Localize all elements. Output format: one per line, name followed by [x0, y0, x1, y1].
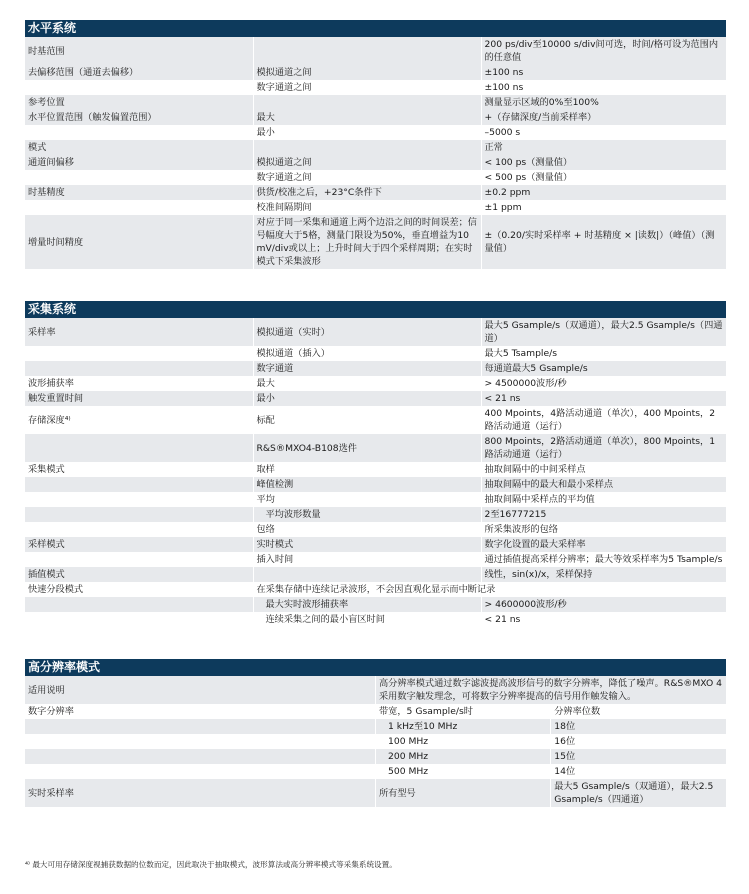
- spec-row: [25, 749, 726, 764]
- spec-row: [25, 522, 726, 537]
- spec-value: 测量显示区域的0%至100%: [481, 95, 726, 110]
- spec-parameter: [25, 170, 253, 185]
- spec-value: 所采集波形的包络: [481, 522, 726, 537]
- spec-row: [25, 125, 726, 140]
- spec-value: ±（0.20/实时采样率 + 时基精度 × |读数|）（峰值）（测量值）: [481, 215, 726, 269]
- spec-row: [25, 597, 726, 612]
- spec-value: 抽取间隔中采样点的平均值: [481, 492, 726, 507]
- spec-value: –5000 s: [481, 125, 726, 140]
- spec-value: 16位: [551, 734, 726, 749]
- spec-condition: [253, 567, 481, 582]
- spec-condition: 带宽，5 Gsample/s时: [376, 704, 551, 719]
- spec-condition: 连续采集之间的最小盲区时间: [253, 612, 481, 627]
- spec-row: [25, 492, 726, 507]
- spec-value: 400 Mpoints，4路活动通道（单次），400 Mpoints，2路活动通道（运行）: [481, 406, 726, 434]
- spec-table: [25, 318, 726, 627]
- spec-condition: 平均波形数量: [253, 507, 481, 522]
- spec-condition: 数字通道之间: [253, 170, 481, 185]
- spec-row: [25, 215, 726, 269]
- spec-condition: [253, 37, 481, 65]
- spec-parameter: 采集模式: [25, 462, 253, 477]
- spec-row: [25, 185, 726, 200]
- spec-parameter: 通道间偏移: [25, 155, 253, 170]
- spec-row: [25, 764, 726, 779]
- spec-row: [25, 200, 726, 215]
- spec-parameter: [25, 361, 253, 376]
- spec-value: 每通道最大5 Gsample/s: [481, 361, 726, 376]
- spec-parameter: 触发重置时间: [25, 391, 253, 406]
- spec-parameter: [25, 492, 253, 507]
- spec-value: 抽取间隔中的最大和最小采样点: [481, 477, 726, 492]
- spec-parameter: [25, 80, 253, 95]
- spec-value: > 4600000波形/秒: [481, 597, 726, 612]
- spec-value: < 500 ps（测量值）: [481, 170, 726, 185]
- spec-row: [25, 734, 726, 749]
- spec-parameter: 数字分辨率: [25, 704, 376, 719]
- spec-value: 200 ps/div至10000 s/div间可选，时间/格可设为范围内的任意值: [481, 37, 726, 65]
- spec-condition: 校准间隔期间: [253, 200, 481, 215]
- spec-row: [25, 37, 726, 65]
- spec-value: > 4500000波形/秒: [481, 376, 726, 391]
- spec-row: [25, 582, 726, 597]
- spec-row: [25, 391, 726, 406]
- spec-parameter: 增量时间精度: [25, 215, 253, 269]
- spec-value: 15位: [551, 749, 726, 764]
- spec-row: [25, 507, 726, 522]
- spec-value: < 21 ns: [481, 612, 726, 627]
- spec-parameter: 波形捕获率: [25, 376, 253, 391]
- spec-row: [25, 155, 726, 170]
- spec-condition: 包络: [253, 522, 481, 537]
- spec-parameter: 适用说明: [25, 676, 376, 704]
- spec-parameter: 实时采样率: [25, 779, 376, 807]
- spec-parameter: 水平位置范围（触发偏置范围）: [25, 110, 253, 125]
- spec-value: 线性，sin(x)/x，采样保持: [481, 567, 726, 582]
- spec-parameter: 时基范围: [25, 37, 253, 65]
- spec-value: 18位: [551, 719, 726, 734]
- spec-row: [25, 170, 726, 185]
- spec-row: [25, 346, 726, 361]
- spec-row: [25, 65, 726, 80]
- spec-table: [25, 37, 726, 269]
- spec-condition: 插入时间: [253, 552, 481, 567]
- spec-condition: 取样: [253, 462, 481, 477]
- spec-value: 抽取间隔中的中间采样点: [481, 462, 726, 477]
- spec-parameter: [25, 552, 253, 567]
- spec-value: 最大5 Tsample/s: [481, 346, 726, 361]
- spec-parameter: [25, 346, 253, 361]
- spec-section: [25, 659, 726, 807]
- spec-condition: 500 MHz: [376, 764, 551, 779]
- spec-condition: 标配: [253, 406, 481, 434]
- spec-condition: 模拟通道（插入）: [253, 346, 481, 361]
- spec-parameter: 插值模式: [25, 567, 253, 582]
- spec-condition: 数字通道之间: [253, 80, 481, 95]
- spec-row: [25, 537, 726, 552]
- spec-value: 最大5 Gsample/s（双通道），最大2.5 Gsample/s（四通道）: [481, 318, 726, 346]
- spec-row: [25, 719, 726, 734]
- spec-condition: 高分辨率模式通过数字滤波提高波形信号的数字分辨率，降低了噪声。R&S®MXO 4采用数字触发理念，可将数字分辨率提高的信号用作触发输入。: [376, 676, 727, 704]
- spec-row: [25, 704, 726, 719]
- section-title: 采集系统: [25, 301, 726, 318]
- spec-row: [25, 110, 726, 125]
- spec-row: [25, 95, 726, 110]
- spec-parameter: 采样模式: [25, 537, 253, 552]
- spec-row: [25, 676, 726, 704]
- spec-value: 分辨率位数: [551, 704, 726, 719]
- spec-row: [25, 406, 726, 434]
- section-title: 高分辨率模式: [25, 659, 726, 676]
- spec-parameter: [25, 719, 376, 734]
- spec-condition: 最小: [253, 125, 481, 140]
- spec-value: ±1 ppm: [481, 200, 726, 215]
- spec-section: [25, 20, 726, 269]
- spec-condition: 100 MHz: [376, 734, 551, 749]
- spec-parameter: 时基精度: [25, 185, 253, 200]
- spec-parameter: 模式: [25, 140, 253, 155]
- spec-row: [25, 376, 726, 391]
- spec-value: 正常: [481, 140, 726, 155]
- spec-condition: 最大: [253, 376, 481, 391]
- spec-row: [25, 361, 726, 376]
- spec-value: 2至16777215: [481, 507, 726, 522]
- spec-value: 通过插值提高采样分辨率；最大等效采样率为5 Tsample/s: [481, 552, 726, 567]
- spec-value: ±100 ns: [481, 65, 726, 80]
- spec-condition: 供货/校准之后，+23°C条件下: [253, 185, 481, 200]
- spec-parameter: 采样率: [25, 318, 253, 346]
- spec-condition: [253, 95, 481, 110]
- spec-condition: 模拟通道之间: [253, 65, 481, 80]
- spec-parameter: [25, 734, 376, 749]
- spec-parameter: [25, 597, 253, 612]
- spec-sections: [0, 20, 749, 807]
- spec-parameter: 参考位置: [25, 95, 253, 110]
- spec-condition: 模拟通道之间: [253, 155, 481, 170]
- spec-row: [25, 779, 726, 807]
- section-title: 水平系统: [25, 20, 726, 37]
- spec-condition: 实时模式: [253, 537, 481, 552]
- spec-value: +（存储深度/当前采样率）: [481, 110, 726, 125]
- spec-parameter: [25, 764, 376, 779]
- spec-condition: 平均: [253, 492, 481, 507]
- spec-row: [25, 567, 726, 582]
- spec-condition: 最大: [253, 110, 481, 125]
- footnote: ⁴⁾ 最大可用存储深度视捕获数据的位数而定，因此取决于抽取模式，波形算法或高分辨率模式等采集系统设置。: [25, 860, 397, 869]
- spec-condition: R&S®MXO4-B108选件: [253, 434, 481, 462]
- spec-parameter: [25, 200, 253, 215]
- spec-condition: 对应于同一采集和通道上两个边沿之间的时间误差；信号幅度大于5格，测量门限设为50%，垂直增益为10 mV/div或以上；上升时间大于四个采样周期；在实时模式下采集波形: [253, 215, 481, 269]
- spec-condition: 1 kHz至10 MHz: [376, 719, 551, 734]
- spec-parameter: [25, 434, 253, 462]
- spec-value: ±100 ns: [481, 80, 726, 95]
- spec-value: 数字化设置的最大采样率: [481, 537, 726, 552]
- spec-parameter: 存储深度⁴⁾: [25, 406, 253, 434]
- spec-parameter: [25, 749, 376, 764]
- spec-condition: 所有型号: [376, 779, 551, 807]
- spec-condition: [253, 140, 481, 155]
- spec-parameter: [25, 522, 253, 537]
- spec-section: [25, 301, 726, 627]
- spec-row: [25, 612, 726, 627]
- spec-condition: 最大实时波形捕获率: [253, 597, 481, 612]
- spec-table: [25, 676, 726, 807]
- spec-row: [25, 552, 726, 567]
- spec-row: [25, 434, 726, 462]
- spec-parameter: 快速分段模式: [25, 582, 253, 597]
- spec-value: 14位: [551, 764, 726, 779]
- spec-parameter: [25, 125, 253, 140]
- spec-row: [25, 318, 726, 346]
- spec-value: 800 Mpoints，2路活动通道（单次），800 Mpoints，1路活动通道（运行）: [481, 434, 726, 462]
- spec-condition: 最小: [253, 391, 481, 406]
- spec-condition: 数字通道: [253, 361, 481, 376]
- spec-value: < 100 ps（测量值）: [481, 155, 726, 170]
- spec-row: [25, 140, 726, 155]
- spec-value: < 21 ns: [481, 391, 726, 406]
- spec-parameter: [25, 477, 253, 492]
- spec-parameter: [25, 507, 253, 522]
- spec-row: [25, 80, 726, 95]
- spec-condition: 峰值检测: [253, 477, 481, 492]
- spec-row: [25, 477, 726, 492]
- spec-condition: 模拟通道（实时）: [253, 318, 481, 346]
- spec-condition: 200 MHz: [376, 749, 551, 764]
- spec-value: 最大5 Gsample/s（双通道），最大2.5 Gsample/s（四通道）: [551, 779, 726, 807]
- spec-value: ±0.2 ppm: [481, 185, 726, 200]
- spec-parameter: [25, 612, 253, 627]
- spec-row: [25, 462, 726, 477]
- spec-condition: 在采集存储中连续记录波形，不会因直观化显示而中断记录: [253, 582, 726, 597]
- spec-parameter: 去偏移范围（通道去偏移）: [25, 65, 253, 80]
